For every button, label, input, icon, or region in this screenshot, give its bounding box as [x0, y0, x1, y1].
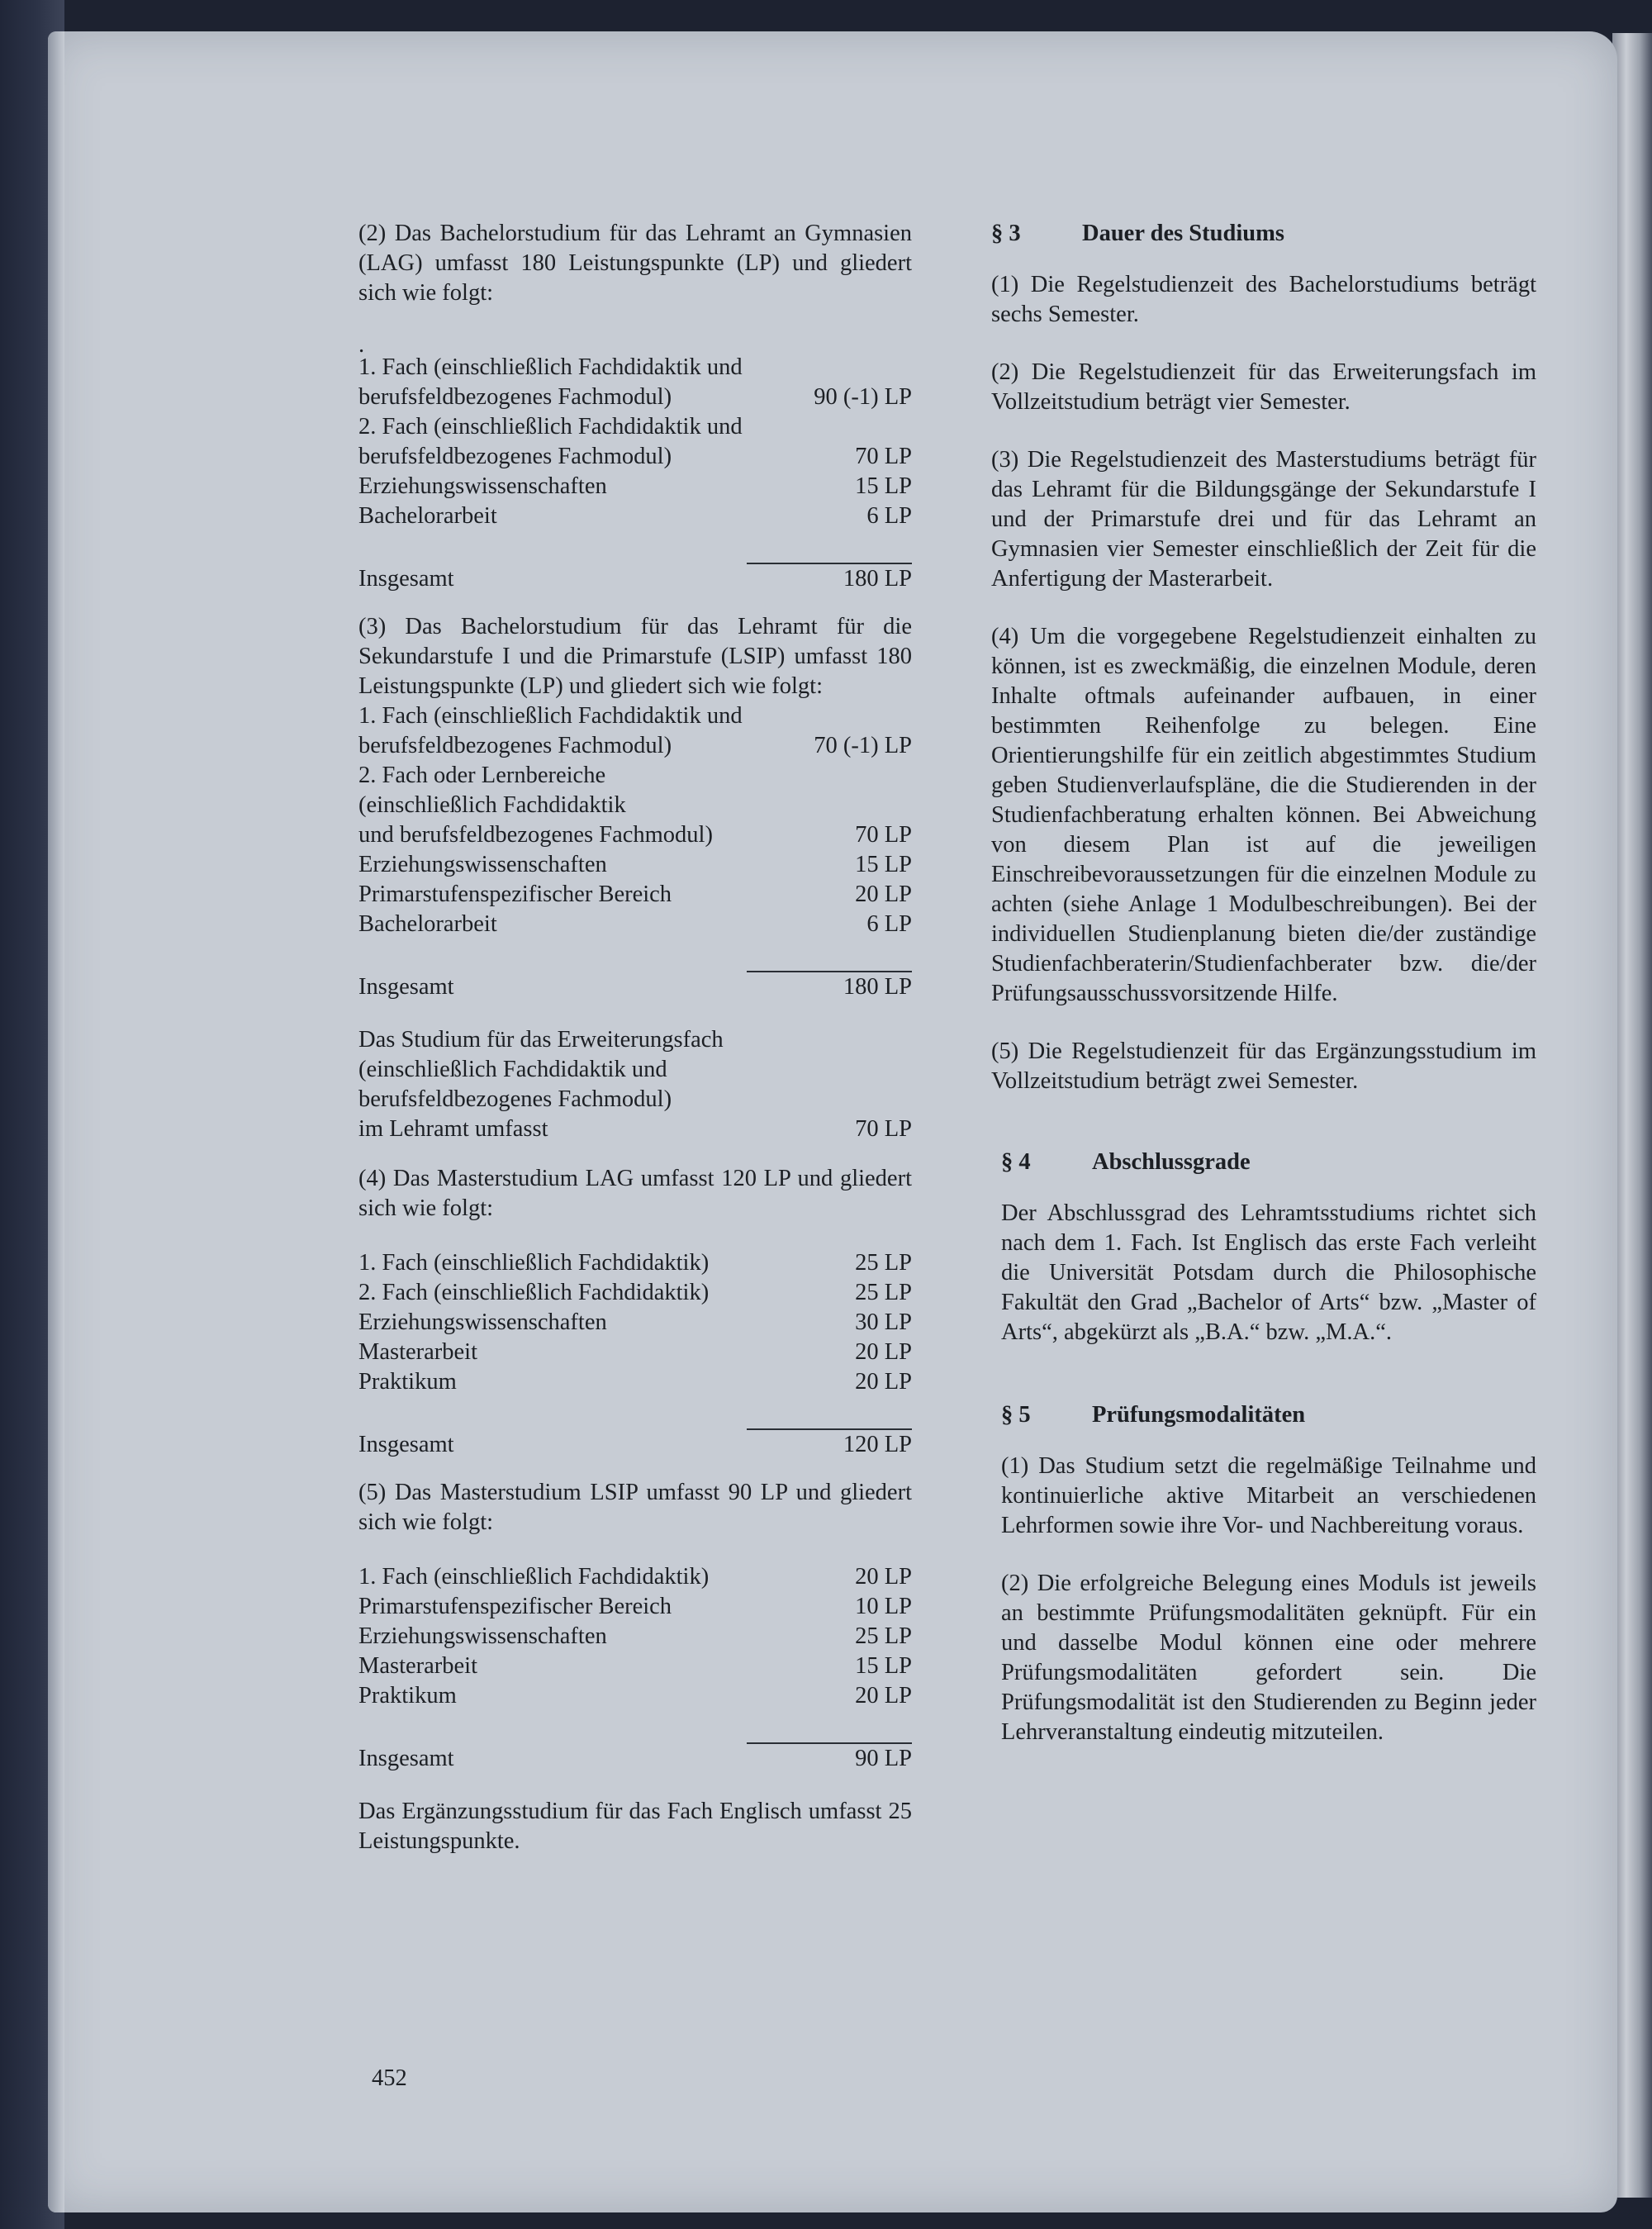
list-item: Praktikum 20 LP — [358, 1369, 912, 1395]
list-item: (einschließlich Fachdidaktik und — [358, 1057, 667, 1082]
master-lsip-list — [358, 1562, 912, 1711]
page-stack-edge — [1612, 33, 1652, 2198]
list-item: Erziehungswissenschaften 30 LP — [358, 1309, 912, 1335]
stray-dot: . — [358, 332, 365, 358]
s3-paragraph-5: (5) Die Regelstudienzeit für das Ergänzungsstudium im Vollzeitstudium beträgt zwei Semester. — [991, 1038, 1536, 1094]
list-item: 1. Fach (einschließlich Fachdidaktik und — [358, 354, 743, 380]
total-row: Insgesamt 120 LP — [358, 1432, 912, 1457]
list-item: Erziehungswissenschaften 15 LP — [358, 473, 912, 499]
list-item: Masterarbeit 20 LP — [358, 1339, 912, 1365]
total-row: Insgesamt 180 LP — [358, 974, 912, 1000]
list-item: 2. Fach (einschließlich Fachdidaktik und — [358, 414, 743, 440]
list-item: Praktikum 20 LP — [358, 1683, 912, 1709]
list-item: 2. Fach oder Lernbereiche — [358, 763, 606, 788]
paragraph-5-intro: (5) Das Masterstudium LSIP umfasst 90 LP und gliedert sich wie folgt: — [358, 1480, 912, 1535]
total-row: Insgesamt 90 LP — [358, 1746, 912, 1771]
s4-paragraph-1: Der Abschlussgrad des Lehramtsstudiums richtet sich nach dem 1. Fach. Ist Englisch das erste Fach verleiht die Universität Potsdam durch die Philosophische Fakultät den Grad „Bachelor of Arts“ bzw. „Master of Arts“, abgekürzt als „B.A.“ bzw. „M.A.“. — [1001, 1200, 1536, 1345]
s5-paragraph-2: (2) Die erfolgreiche Belegung eines Moduls ist jeweils an bestimmte Prüfungsmodalitäten geknüpft. Für ein und dasselbe Modul können eine oder mehrere Prüfungsmodalitäten gefordert sein. Die Prüfungsmodalität ist den Studierenden zu Beginn jeder Lehrveranstaltung eindeutig mitzuteilen. — [1001, 1571, 1536, 1745]
paragraph-3-intro: (3) Das Bachelorstudium für das Lehramt für die Sekundarstufe I und die Primarstufe (LSIP) umfasst 180 Leistungspunkte (LP) und gliedert sich wie folgt: — [358, 614, 912, 699]
extension-subject-block — [358, 1025, 912, 1144]
s3-paragraph-4: (4) Um die vorgegebene Regelstudienzeit einhalten zu können, ist es zweckmäßig, die einzelnen Module, deren Inhalte oftmals aufeinander aufbauen, in einer bestimmten Reihenfolge zu belegen. Eine Orientierungshilfe für ein zeitlich abgestimmtes Studium geben Studienverlaufspläne, die die Studierenden in der Studienfachberatung erhalten können. Bei Abweichung von diesem Plan ist auf die jeweiligen Einschreibevoraussetzungen für die einzelnen Module zu achten (siehe Anlage 1 Modulbeschreibungen). Bei der individuellen Studienplanung bieten die/der zuständige Studienfachberaterin/Studienfachberater bzw. die/der Prüfungsausschussvorsitzende Hilfe. — [991, 624, 1536, 1006]
page-number: 452 — [372, 2065, 407, 2091]
list-item: (einschließlich Fachdidaktik — [358, 792, 626, 818]
sum-divider — [358, 531, 912, 564]
section-number: § 3 — [991, 221, 1021, 246]
list-item: und berufsfeldbezogenes Fachmodul) 70 LP — [358, 822, 912, 848]
lag-list — [358, 353, 912, 531]
s3-paragraph-2: (2) Die Regelstudienzeit für das Erweiterungsfach im Vollzeitstudium beträgt vier Semester. — [991, 359, 1536, 415]
sum-divider — [358, 939, 912, 972]
list-item: 1. Fach (einschließlich Fachdidaktik) 20 LP — [358, 1564, 912, 1590]
s3-paragraph-1: (1) Die Regelstudienzeit des Bachelorstudiums beträgt sechs Semester. — [991, 272, 1536, 327]
paragraph-4-intro: (4) Das Masterstudium LAG umfasst 120 LP und gliedert sich wie folgt: — [358, 1166, 912, 1221]
list-item: Masterarbeit 15 LP — [358, 1653, 912, 1679]
s3-paragraph-3: (3) Die Regelstudienzeit des Masterstudiums beträgt für das Lehramt für die Bildungsgänge der Sekundarstufe I und der Primarstufe drei und für das Lehramt an Gymnasien vier Semester einschließlich der Zeit für die Anfertigung der Masterarbeit. — [991, 447, 1536, 592]
sum-divider — [358, 1397, 912, 1430]
right-column — [991, 219, 1536, 1747]
lsip-list — [358, 701, 912, 939]
paragraph-2-intro: (2) Das Bachelorstudium für das Lehramt an Gymnasien (LAG) umfasst 180 Leistungspunkte (LP) und gliedert sich wie folgt: — [358, 221, 912, 306]
list-item: Erziehungswissenschaften 25 LP — [358, 1623, 912, 1649]
list-item: 2. Fach (einschließlich Fachdidaktik) 25 LP — [358, 1280, 912, 1305]
master-lag-list — [358, 1248, 912, 1397]
section-4-heading — [991, 1148, 1536, 1177]
list-item: Bachelorarbeit 6 LP — [358, 503, 912, 529]
list-item: Bachelorarbeit 6 LP — [358, 911, 912, 937]
list-item: Primarstufenspezifischer Bereich 20 LP — [358, 882, 912, 907]
section-5-heading — [991, 1400, 1536, 1430]
section-title: Abschlussgrade — [1092, 1149, 1251, 1175]
left-column — [358, 219, 912, 1856]
section-number: § 4 — [1001, 1149, 1031, 1175]
total-row: Insgesamt 180 LP — [358, 566, 912, 592]
list-item: berufsfeldbezogenes Fachmodul) — [358, 1086, 672, 1112]
list-item: Das Studium für das Erweiterungsfach — [358, 1027, 724, 1053]
sum-divider — [358, 1711, 912, 1744]
list-item: berufsfeldbezogenes Fachmodul) 70 LP — [358, 444, 912, 469]
list-item: im Lehramt umfasst 70 LP — [358, 1116, 912, 1142]
supplementary-study-note: Das Ergänzungsstudium für das Fach Englisch umfasst 25 Leistungspunkte. — [358, 1799, 912, 1854]
section-title: Dauer des Studiums — [1082, 221, 1284, 246]
list-item: 1. Fach (einschließlich Fachdidaktik) 25 LP — [358, 1250, 912, 1276]
list-item: Primarstufenspezifischer Bereich 10 LP — [358, 1594, 912, 1619]
s5-paragraph-1: (1) Das Studium setzt die regelmäßige Teilnahme und kontinuierliche aktive Mitarbeit an verschiedenen Lehrformen sowie ihre Vor- und Nachbereitung voraus. — [1001, 1453, 1536, 1538]
page-gutter — [48, 31, 64, 2212]
section-3-heading — [991, 219, 1536, 249]
section-title: Prüfungsmodalitäten — [1092, 1402, 1306, 1428]
list-item: 1. Fach (einschließlich Fachdidaktik und — [358, 703, 743, 729]
list-item: berufsfeldbezogenes Fachmodul) 70 (-1) LP — [358, 733, 912, 758]
section-number: § 5 — [1001, 1402, 1031, 1428]
list-item: berufsfeldbezogenes Fachmodul) 90 (-1) LP — [358, 384, 912, 410]
list-item: Erziehungswissenschaften 15 LP — [358, 852, 912, 877]
